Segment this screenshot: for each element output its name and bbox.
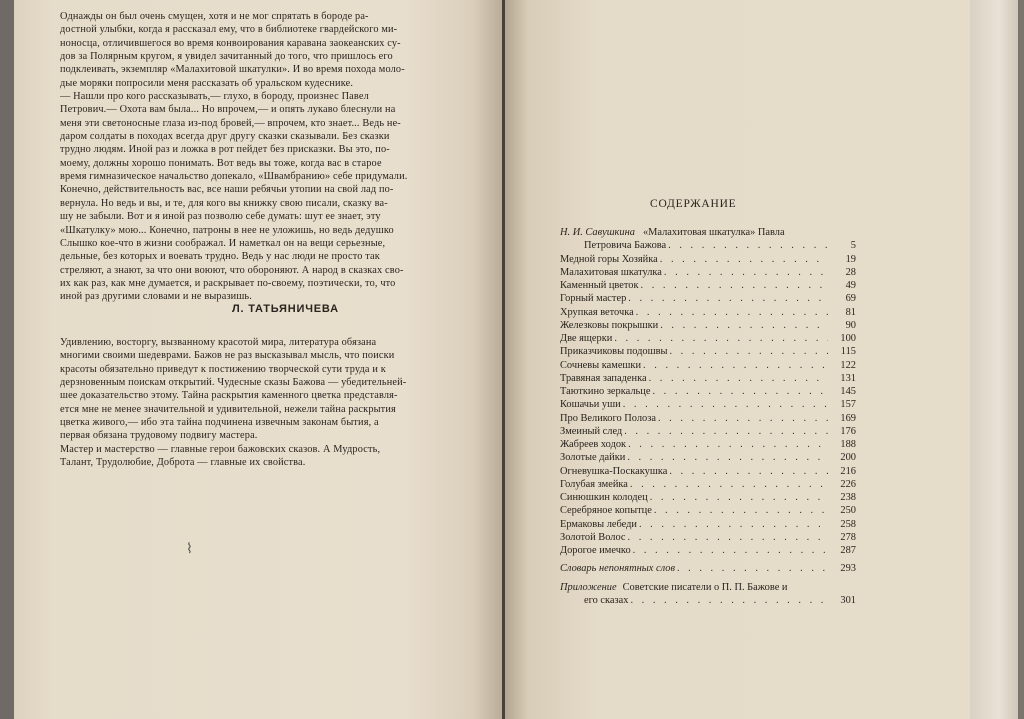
toc-entry bbox=[560, 279, 856, 292]
toc-entry-page: 226 bbox=[840, 478, 856, 490]
essay-text bbox=[60, 336, 480, 469]
toc-title: СОДЕРЖАНИЕ bbox=[650, 198, 737, 210]
toc-entry-page: 100 bbox=[840, 333, 856, 344]
text-line: дельные, без которых и воевать трудно. Ведь у нас люди не просто так bbox=[60, 251, 380, 263]
toc-entry-page: 90 bbox=[845, 319, 856, 331]
toc-entry-page: 238 bbox=[840, 492, 856, 503]
text-line: дые моряки попросили меня рассказать об уральском кудеснике. bbox=[60, 77, 354, 89]
toc-entry-page: 19 bbox=[845, 253, 856, 265]
toc-intro-line-2 bbox=[560, 239, 856, 252]
table-of-contents bbox=[560, 226, 856, 607]
toc-entry-title: Две ящерки bbox=[560, 333, 613, 344]
toc-appendix-title: Советские писатели о П. П. Бажове и bbox=[622, 581, 788, 593]
text-line: Мастер и мастерство — главные герои бажовских сказов. А Мудрость, bbox=[60, 443, 381, 455]
toc-entry-page: 287 bbox=[840, 545, 856, 556]
toc-glossary-page: 293 bbox=[840, 563, 856, 575]
text-line: шу не забыли. Вот и я иной раз позволю себе думать: шут ее знает, эту bbox=[60, 211, 381, 223]
toc-entry-title: Железковы покрышки bbox=[560, 319, 659, 331]
toc-entry bbox=[560, 504, 856, 517]
toc-entry bbox=[560, 478, 856, 491]
text-line: ется мне не менее значительной и удивительной, нежели тайна раскрытия bbox=[60, 403, 396, 415]
toc-entry-title: Серебряное копытце bbox=[560, 505, 652, 517]
toc-entry-title: Синюшкин колодец bbox=[560, 492, 648, 503]
toc-appendix-line-1 bbox=[560, 581, 856, 594]
text-line: время гимназическое начальство допекало, «Швамбранию» себе придумали. bbox=[60, 171, 408, 183]
toc-entry bbox=[560, 451, 856, 464]
toc-entry-title: Малахитовая шкатулка bbox=[560, 266, 662, 278]
toc-entry-page: 216 bbox=[840, 465, 856, 477]
toc-intro-page: 5 bbox=[850, 240, 856, 252]
toc-entry bbox=[560, 253, 856, 266]
text-line: Петрович.— Охота вам была... Но впрочем,— и опять лукаво блеснули на bbox=[60, 104, 396, 116]
toc-appendix-line-2 bbox=[560, 594, 856, 607]
toc-entry bbox=[560, 518, 856, 531]
toc-entry-page: 28 bbox=[845, 266, 856, 278]
toc-entry bbox=[560, 359, 856, 372]
toc-entry-page: 200 bbox=[840, 452, 856, 464]
toc-glossary bbox=[560, 562, 856, 575]
toc-entry-title: Золотой Волос bbox=[560, 531, 626, 543]
toc-intro-author: Н. И. Савушкина bbox=[560, 227, 635, 238]
toc-entry-title: Кошачьи уши bbox=[560, 399, 621, 411]
text-line: Талант, Трудолюбие, Доброта — главные их свойства. bbox=[60, 457, 306, 469]
text-line: подклеивать, экземпляр «Малахитовой шкатулки». И во время похода моло- bbox=[60, 64, 405, 76]
toc-glossary-title: Словарь непонятных слов bbox=[560, 563, 675, 575]
toc-entry-title: Медной горы Хозяйка bbox=[560, 253, 658, 265]
toc-appendix-page: 301 bbox=[840, 594, 856, 606]
toc-entry bbox=[560, 345, 856, 358]
back-cover-edge bbox=[970, 0, 1018, 719]
toc-appendix-title-cont: его сказах bbox=[584, 594, 629, 606]
toc-entry-title: Горный мастер bbox=[560, 293, 627, 305]
toc-entry-title: Жабреев ходок bbox=[560, 439, 627, 450]
toc-entry-page: 250 bbox=[840, 505, 856, 517]
toc-entry bbox=[560, 385, 856, 398]
toc-entry bbox=[560, 319, 856, 332]
toc-entry-title: Дорогое имечко bbox=[560, 545, 631, 556]
toc-entry-page: 169 bbox=[840, 412, 856, 424]
text-line: шее доказательство этому. Тайна раскрытия каменного цветка представля- bbox=[60, 390, 398, 402]
toc-entry-title: Змеиный след bbox=[560, 425, 623, 437]
text-line: даром солдаты в походах всегда друг другу сказки сказывали. Без сказки bbox=[60, 131, 390, 143]
author-heading: Л. ТАТЬЯНИЧЕВА bbox=[232, 303, 339, 315]
toc-entry-title: Золотые дайки bbox=[560, 452, 626, 464]
toc-entry-title: Ермаковы лебеди bbox=[560, 518, 637, 530]
toc-intro-title-cont: Петровича Бажова bbox=[584, 240, 667, 252]
toc-entry-title: Травяная западенка bbox=[560, 372, 647, 384]
text-line: ноносца, отличившегося во время конвоирования каравана заокеанских су- bbox=[60, 37, 401, 49]
toc-entry-page: 69 bbox=[845, 293, 856, 305]
text-line: Слышко кое-что в жизни соображал. И наметкал он на вещи серьезные, bbox=[60, 237, 386, 249]
text-line: — Нашли про кого рассказывать,— глухо, в бороду, произнес Павел bbox=[60, 91, 369, 103]
toc-entry bbox=[560, 266, 856, 279]
toc-entry bbox=[560, 438, 856, 451]
toc-entry-page: 145 bbox=[840, 386, 856, 397]
text-line: цветка живого,— ибо эта тайна подчинена извечным законам бытия, а bbox=[60, 417, 379, 429]
text-line: трудно людям. Иной раз и ложка в рот пейдет без присказки. Вы это, по- bbox=[60, 144, 390, 156]
text-line: Конечно, действительность вас, все наши ребячьи утопии на свой лад по- bbox=[60, 184, 394, 196]
toc-entry bbox=[560, 491, 856, 504]
toc-entry-page: 176 bbox=[840, 425, 856, 437]
toc-entry bbox=[560, 465, 856, 478]
toc-entry-title: Сочневы камешки bbox=[560, 359, 642, 371]
text-line: дов за Полярным кругом, я увидел зачитанный до того, что пришлось его bbox=[60, 51, 393, 63]
toc-intro-line-1 bbox=[560, 226, 856, 239]
toc-entry bbox=[560, 398, 856, 411]
text-line: иной раз другими словами и не выразишь. bbox=[60, 291, 252, 303]
scanner-edge bbox=[0, 0, 14, 719]
toc-entry-page: 188 bbox=[840, 439, 856, 450]
text-line: меня эти светоносные глаза из-под бровей,— впрочем, кто знает... Ведь не- bbox=[60, 117, 401, 129]
toc-entry-title: Хрупкая веточка bbox=[560, 306, 634, 318]
scanner-edge-right bbox=[1018, 0, 1024, 719]
text-line: стреляют, а знают, за что они воюют, что обороняют. А народ в сказках сво- bbox=[60, 264, 404, 276]
toc-entry bbox=[560, 332, 856, 345]
toc-entry-page: 278 bbox=[840, 531, 856, 543]
toc-entry bbox=[560, 372, 856, 385]
toc-entry bbox=[560, 544, 856, 557]
toc-entry-title: Приказчиковы подошвы bbox=[560, 346, 668, 358]
toc-entry-title: Каменный цветок bbox=[560, 280, 639, 291]
ink-mark: ⌇ bbox=[186, 542, 193, 557]
text-line: красоты обязательно приведут к постижению творческой сути труда и к bbox=[60, 363, 386, 375]
toc-entry-title: Таюткино зеркальце bbox=[560, 386, 651, 397]
toc-entry-title: Голубая змейка bbox=[560, 478, 628, 490]
toc-entry bbox=[560, 292, 856, 305]
text-line: вернула. Но ведь и вы, и те, для кого вы книжку свою писали, сказку ва- bbox=[60, 197, 388, 209]
text-line: их как раз, как мне думается, и раскрывает по-своему, поэтически, то, что bbox=[60, 277, 396, 289]
toc-intro-title: «Малахитовая шкатулка» Павла bbox=[642, 227, 785, 238]
toc-appendix-label: Приложение bbox=[560, 581, 617, 593]
toc-entry-page: 258 bbox=[840, 518, 856, 530]
text-line: дерзновенным поискам открытий. Чудесные сказы Бажова — убедительней- bbox=[60, 377, 407, 389]
toc-entry-page: 49 bbox=[845, 280, 856, 291]
text-line: Удивлению, восторгу, вызванному красотой мира, литература обязана bbox=[60, 337, 377, 348]
toc-entry bbox=[560, 531, 856, 544]
text-line: моему, должны хорошо понимать. Вот ведь вы тоже, когда вас в старое bbox=[60, 157, 382, 169]
toc-entry-title: Про Великого Полоза bbox=[560, 412, 656, 424]
toc-entry bbox=[560, 412, 856, 425]
text-line: многими своими шедеврами. Бажов не раз высказывал мысль, что поиски bbox=[60, 350, 395, 362]
toc-entry-page: 131 bbox=[840, 372, 856, 384]
memoir-text bbox=[60, 10, 480, 304]
toc-entry-page: 81 bbox=[845, 306, 856, 318]
toc-entry-page: 115 bbox=[840, 346, 856, 358]
text-line: «Шкатулку» мою... Конечно, патроны в нее не уложишь, но ведь дедушко bbox=[60, 224, 394, 236]
text-line: Однажды он был очень смущен, хотя и не мог спрятать в бороде ра- bbox=[60, 11, 369, 22]
toc-entry bbox=[560, 306, 856, 319]
text-line: достной улыбки, когда я рассказал ему, что в библиотеке гвардейского ми- bbox=[60, 24, 398, 36]
toc-entry-title: Огневушка-Поскакушка bbox=[560, 465, 668, 477]
text-line: первая обязана трудовому подвигу мастера. bbox=[60, 430, 258, 442]
toc-entry-page: 157 bbox=[840, 399, 856, 411]
toc-entry-page: 122 bbox=[840, 359, 856, 371]
toc-entry bbox=[560, 425, 856, 438]
